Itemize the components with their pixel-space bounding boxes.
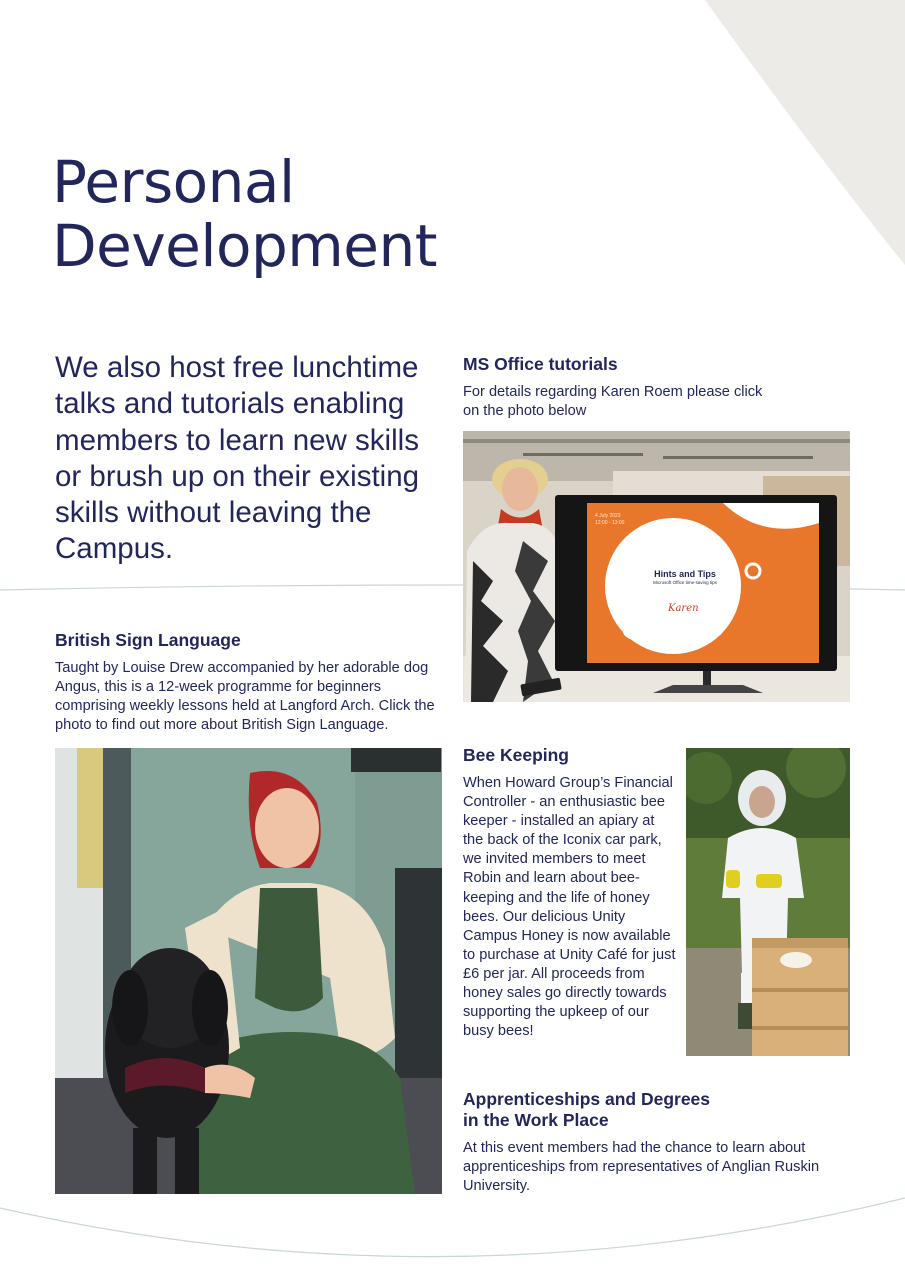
slide-brand: roem [746,524,774,538]
apprenticeships-heading [463,1089,710,1131]
apprenticeships-heading-line1: Apprenticeships and Degrees [463,1089,711,1109]
ms-office-heading: MS Office tutorials [463,354,618,374]
page-title-line2: Development [52,212,437,280]
page-title-line1: Personal [52,148,295,216]
page-title [52,150,437,278]
bsl-heading: British Sign Language [55,630,241,650]
slide-time: 12:00 - 13:00 [595,520,625,526]
slide-date: 4 July 2023 [595,513,621,519]
intro-text: We also host free lunchtime talks and tutorials enabling members to learn new skills or brush up on their existing skills without leaving the Campus. [55,351,420,566]
bee-keeping-heading: Bee Keeping [463,745,569,765]
slide-subtitle: Microsoft Office time-saving tips [653,580,717,585]
slide-title: Hints and Tips [654,569,716,579]
bee-keeping-body: When Howard Group’s Financial Controller - an enthusiastic bee keeper - installed an apiary at the back of the Iconix car park, we invited members to meet Robin and learn about bee-keeping and the life of honey bees. Our delicious Unity Campus Honey is now available to purchase at Unity Café for just £6 per jar. All proceeds from honey sales go directly towards supporting the upkeep of our busy bees! [463,775,676,1040]
bee-keeping-photo[interactable] [686,748,850,1056]
slide-signature: Karen [668,603,699,614]
bsl-photo[interactable] [55,748,442,1194]
apprenticeships-body: At this event members had the chance to learn about apprenticeships from representatives of Anglian Ruskin University. [463,1140,820,1195]
apprenticeships-heading-line2: in the Work Place [463,1110,609,1130]
ms-office-body: For details regarding Karen Roem please click on the photo below [463,384,763,420]
ms-office-photo[interactable] [463,431,850,702]
bsl-body: Taught by Louise Drew accompanied by her adorable dog Angus, this is a 12-week programme for beginners comprising weekly lessons held at Langford Arch. Click the photo to find out more about British Sign Language. [55,660,435,734]
